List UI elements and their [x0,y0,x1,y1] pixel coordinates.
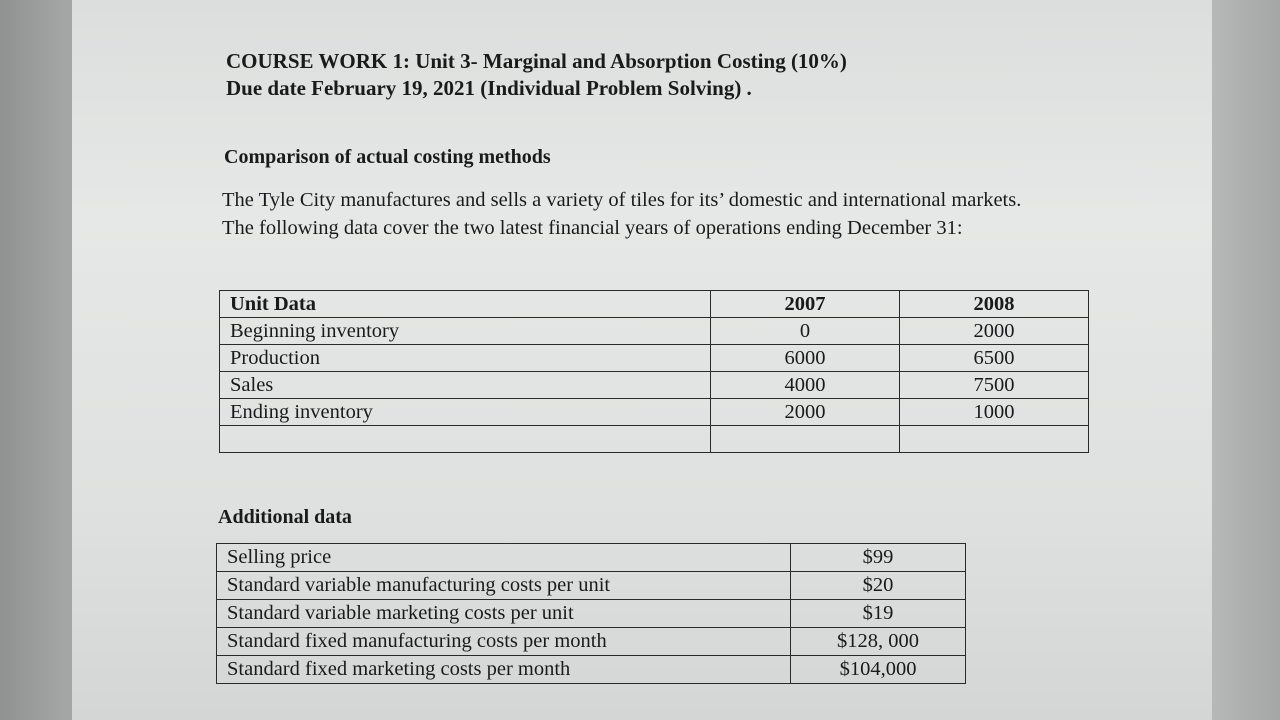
row-label: Standard variable marketing costs per unit [217,600,791,628]
table-header-row [220,291,1089,318]
additional-data-table [216,543,966,684]
row-label: Production [220,345,711,372]
cell-2007: 6000 [711,345,900,372]
course-work-title: COURSE WORK 1: Unit 3- Marginal and Absorption Costing (10%) [226,49,847,73]
table-row [217,600,966,628]
cell-2008: 7500 [900,372,1089,399]
cell-2008: 1000 [900,399,1089,426]
empty-cell [900,426,1089,453]
row-label: Sales [220,372,711,399]
table-row [217,544,966,572]
row-value: $19 [791,600,966,628]
intro-paragraph: The Tyle City manufactures and sells a variety of tiles for its’ domestic and international markets. The following data cover the two latest financial years of operations ending December 31: [222,189,1022,239]
table-row [217,628,966,656]
row-label: Standard variable manufacturing costs per unit [217,572,791,600]
table-row [220,372,1089,399]
table-row [220,318,1089,345]
row-value: $99 [791,544,966,572]
row-label: Standard fixed marketing costs per month [217,656,791,684]
row-label: Beginning inventory [220,318,711,345]
column-header-2008: 2008 [900,291,1089,318]
cell-2007: 4000 [711,372,900,399]
background-edge [1212,0,1280,720]
unit-data-table [219,290,1089,453]
row-value: $128, 000 [791,628,966,656]
row-label: Selling price [217,544,791,572]
row-value: $104,000 [791,656,966,684]
table-row [220,399,1089,426]
table-row [217,656,966,684]
row-value: $20 [791,572,966,600]
empty-cell [220,426,711,453]
table-row [217,572,966,600]
table-row-empty [220,426,1089,453]
section-heading-additional: Additional data [218,506,352,528]
row-label: Ending inventory [220,399,711,426]
cell-2007: 0 [711,318,900,345]
cell-2008: 6500 [900,345,1089,372]
cell-2007: 2000 [711,399,900,426]
empty-cell [711,426,900,453]
column-header-unit-data: Unit Data [220,291,711,318]
column-header-2007: 2007 [711,291,900,318]
row-label: Standard fixed manufacturing costs per month [217,628,791,656]
cell-2008: 2000 [900,318,1089,345]
due-date-line: Due date February 19, 2021 (Individual Problem Solving) . [226,76,752,100]
document-header [226,48,847,102]
section-heading-comparison: Comparison of actual costing methods [224,146,551,168]
table-row [220,345,1089,372]
